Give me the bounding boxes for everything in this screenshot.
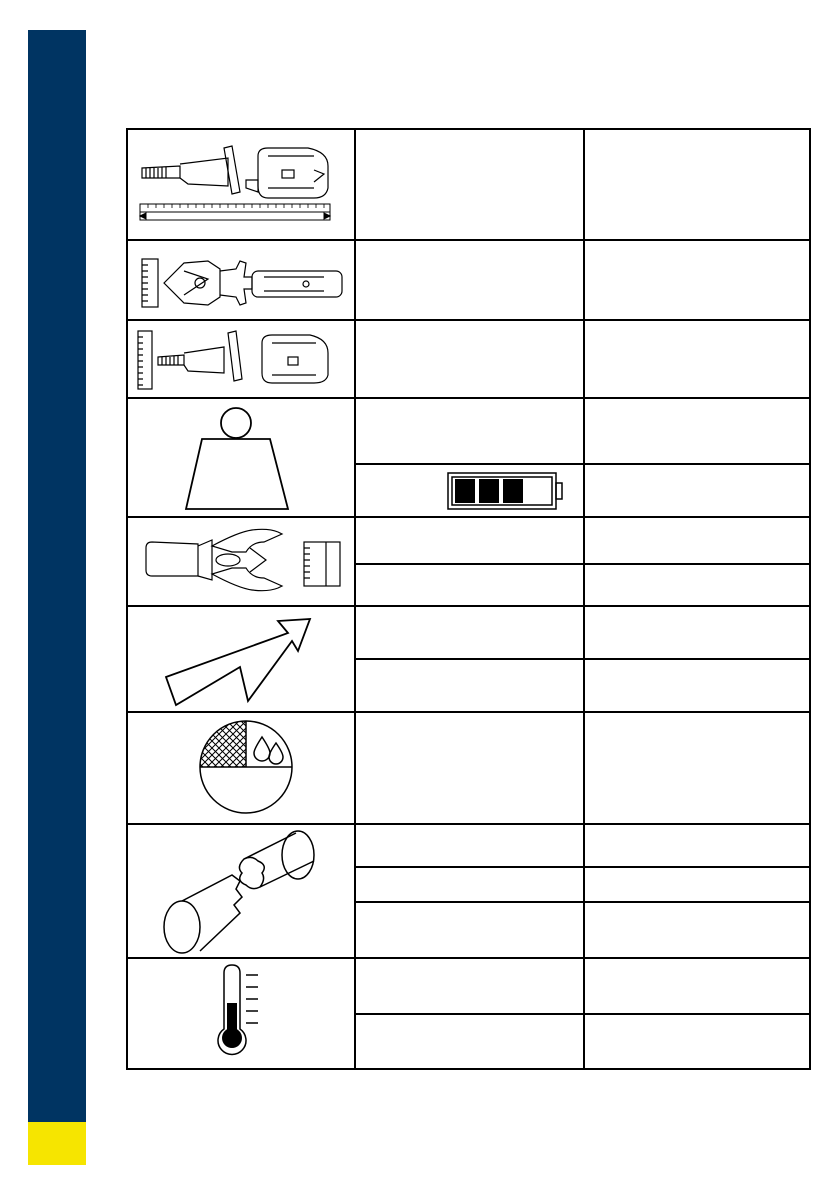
ip-rating-icon bbox=[128, 713, 354, 823]
tool-height-icon bbox=[128, 321, 354, 397]
spec-value-cell bbox=[585, 565, 809, 605]
spec-label-cell bbox=[356, 565, 583, 605]
jaw-opening-cell bbox=[128, 518, 354, 605]
spec-label-cell bbox=[356, 903, 583, 957]
tool-width-cell bbox=[128, 241, 354, 319]
spec-value-cell bbox=[585, 465, 809, 516]
spec-label-cell bbox=[356, 321, 583, 397]
side-color-tab bbox=[28, 1122, 86, 1165]
temperature-cell bbox=[128, 959, 354, 1068]
spec-value-cell bbox=[585, 959, 809, 1013]
spec-label-cell bbox=[356, 399, 583, 463]
spec-value-cell bbox=[585, 903, 809, 957]
cutting-bar-icon bbox=[128, 825, 354, 957]
cutting-bar-cell bbox=[128, 825, 354, 957]
weight-cell bbox=[128, 399, 354, 516]
spec-value-cell bbox=[585, 321, 809, 397]
spec-value-cell bbox=[585, 607, 809, 658]
weight-icon bbox=[128, 399, 354, 516]
battery-cell bbox=[356, 465, 583, 516]
spec-label-cell bbox=[356, 825, 583, 866]
spec-value-cell bbox=[585, 518, 809, 563]
spec-label-cell bbox=[356, 607, 583, 658]
spec-value-cell bbox=[585, 660, 809, 711]
spec-label-cell bbox=[356, 660, 583, 711]
jaw-opening-icon bbox=[128, 518, 354, 605]
spec-value-cell bbox=[585, 130, 809, 239]
thermometer-icon bbox=[128, 959, 354, 1068]
spec-value-cell bbox=[585, 825, 809, 866]
specifications-table bbox=[126, 128, 811, 1070]
ip-rating-cell bbox=[128, 713, 354, 823]
battery-icon bbox=[356, 465, 583, 516]
spec-label-cell bbox=[356, 241, 583, 319]
spec-label-cell bbox=[356, 518, 583, 563]
spec-value-cell bbox=[585, 1015, 809, 1068]
tool-width-icon bbox=[128, 241, 354, 319]
spec-value-cell bbox=[585, 713, 809, 823]
spec-label-cell bbox=[356, 959, 583, 1013]
force-arrow-cell bbox=[128, 607, 354, 711]
tool-length-icon bbox=[128, 130, 354, 239]
spec-label-cell bbox=[356, 713, 583, 823]
force-arrow-icon bbox=[128, 607, 354, 711]
spec-label-cell bbox=[356, 1015, 583, 1068]
tool-height-cell bbox=[128, 321, 354, 397]
spec-value-cell bbox=[585, 241, 809, 319]
spec-value-cell bbox=[585, 399, 809, 463]
tool-length-cell bbox=[128, 130, 354, 239]
spec-label-cell bbox=[356, 868, 583, 901]
spec-label-cell bbox=[356, 130, 583, 239]
side-color-bar bbox=[28, 30, 86, 1122]
spec-value-cell bbox=[585, 868, 809, 901]
